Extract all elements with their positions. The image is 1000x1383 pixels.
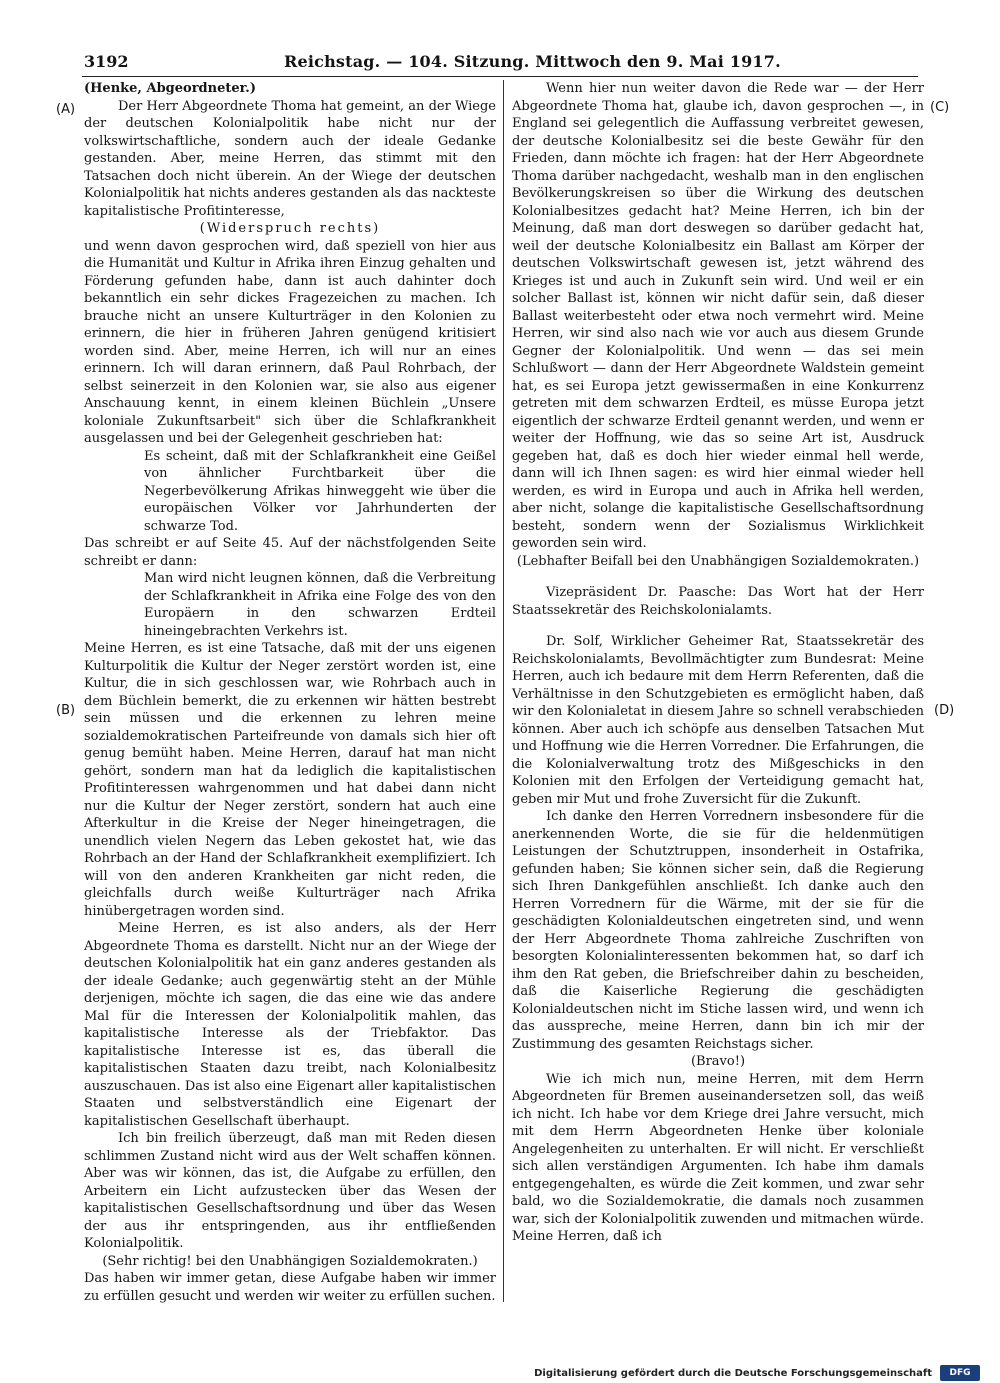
digitization-credit: Digitalisierung gefördert durch die Deutsche Forschungsgemeinschaft [534, 1368, 932, 1379]
margin-letter-b: (B) [56, 703, 76, 718]
block-quote: Es scheint, daß mit der Schlafkrankheit eine Geißel von ähnlicher Furchtbarkeit über die Negerbevölkerung Afrikas hinweggeht wie über die europäischen Völker vor Jahrhunderten der schwarze Tod. [144, 448, 496, 534]
header-rule [82, 76, 918, 77]
paragraph: Meine Herren, es ist also anders, als der Herr Abgeordnete Thoma es darstellt. Nicht nur an der Wiege der deutschen Kolonialpolitik hat ein ganz anderes gestanden als der ideale Gedanke; auch gegenwärtig steht an der Mühle derjenigen, möchte ich sagen, die das eine wie das andere Mal für die Interessen der Kolonialpolitik mahlen, das kapitalistische Interesse als der Triebfaktor. Das kapitalistische Interesse ist es, das überall die kapitalistischen Staaten dazu treibt, nach Kolonialbesitz auszuschauen. Das ist also eine Eigenart aller kapitalistischen Staaten und selbstverständlich eine Eigenart der kapitalistischen Gesellschaft überhaupt. [84, 921, 496, 1129]
column-divider [503, 80, 504, 1302]
margin-letter-a: (A) [56, 102, 76, 117]
paragraph: Das haben wir immer getan, diese Aufgabe haben wir immer zu erfüllen gesucht und werden wir weiter zu erfüllen suchen. [84, 1271, 496, 1304]
right-column [512, 80, 924, 1246]
speaker-tag: (Henke, Abgeordneter.) [84, 81, 256, 96]
page-number: 3192 [84, 52, 129, 71]
paragraph: Ich danke den Herren Vorrednern insbesondere für die anerkennenden Worte, die sie für die heldenmütigen Leistungen der Schutztruppen, insonderheit in Ostafrika, gefunden haben; Sie können sicher sein, daß die Regierung sich Ihren Dankgefühlen anschließt. Ich danke auch den Herren Vorrednern für die Wärme, mit der sie für die geschädigten Kolonialdeutschen eingetreten sind, und wenn der Herr Abgeordnete Thoma zahlreiche Zuschriften von besorgten Kolonialinteressenten bekommen hat, so darf ich ihm den Rat geben, die Briefschreiber dahin zu bescheiden, daß die Kaiserliche Regierung die geschädigten Kolonialdeutschen nicht im Stiche lassen wird, und wenn ich das ausspreche, meine Herren, dann bin ich mir der Zustimmung des gesamten Reichstags sicher. [512, 809, 924, 1052]
paragraph: Wenn hier nun weiter davon die Rede war — der Herr Abgeordnete Thoma hat, glaube ich, davon gesprochen —, in England sei gelegentlich die Auffassung verbreitet gewesen, der deutsche Kolonialbesitz sei die beste Gewähr für den Frieden, dann möchte ich fragen: hat der Herr Abgeordnete Thoma darüber nachgedacht, weshalb man in den englischen Bevölkerungskreisen so über die Wirkung des deutschen Kolonialbesitzes gedacht hat? Meine Herren, ich bin der Meinung, daß man dort deswegen so darüber gedacht hat, weil der deutsche Kolonialbesitz ein Ballast am Körper der deutschen Volkswirtschaft gewesen ist, jetzt während des Krieges ist und auch in Zukunft sein wird. Und weil er ein solcher Ballast ist, können wir nicht dafür sein, daß dieser Ballast weiterbesteht oder etwa noch vermehrt wird. Meine Herren, wir sind also nach wie vor auch aus diesem Grunde Gegner der Kolonialpolitik. Und wenn — das sei mein Schlußwort — dann der Herr Abgeordnete Waldstein gemeint hat, es sei Europa jetzt gewissermaßen in eine Konkurrenz getreten mit dem schwarzen Erdteil, es müsse Europa jetzt eigentlich der schwarze Erdteil genannt werden, und wenn er weiter der Hoffnung, wie das so seine Art ist, Ausdruck gegeben hat, daß es doch hier wieder einmal hell werde, dann will ich Ihnen sagen: es wird hier einmal wieder hell werden, es wird in Europa und auch in Afrika hell werden, aber nicht, solange die kapitalistische Gesellschaftsordnung besteht, sondern wenn der Sozialismus Wirklichkeit geworden sein wird. [512, 81, 924, 551]
paragraph: Das schreibt er auf Seite 45. Auf der nächstfolgenden Seite schreibt er dann: [84, 536, 496, 569]
paragraph: Wie ich mich nun, meine Herren, mit dem Herrn Abgeordneten für Bremen auseinandersetzen soll, das weiß ich nicht. Ich habe vor dem Kriege drei Jahre versucht, mich mit dem Herrn Abgeordneten Henke über koloniale Angelegenheiten zu unterhalten. Er will nicht. Er verschließt sich allen verständigen Argumenten. Ich habe ihm damals entgegengehalten, es würde die Zeit kommen, und zwar sehr bald, wo die Sozialdemokratie, die damals noch zusammen war, sich der Kolonialpolitik zuwenden und mitmachen würde. Meine Herren, daß ich [512, 1071, 925, 1244]
paragraph: Meine Herren, es ist eine Tatsache, daß mit der uns eigenen Kulturpolitik die Kultur der Neger zerstört worden ist, eine Kultur, die in sich geschlossen war, wie Rohrbach auch in dem Büchlein bemerkt, die zu erkennen wir hätten bestrebt sein müssen und die erkennen zu lehren meine sozialdemokratischen Parteifreunde von damals sich hier oft genug bemüht haben. Meine Herren, darauf hat man nicht gehört, sondern man hat da lediglich die kapitalistischen Profitinteressen wahrgenommen und hat dabei dann nicht nur die Kultur der Neger zerstört, sondern hat auch eine Afterkultur in die Kreise der Neger hineingetragen, die unendlich vielen Negern das Leben gekostet hat, wie das Rohrbach an der Hand der Schlafkrankheit exemplifiziert. Ich will von den anderen Krankheiten gar nicht reden, die gleichfalls durch weiße Kulturträger nach Afrika hinübergetragen worden sind. [84, 641, 496, 919]
paragraph: Dr. Solf, Wirklicher Geheimer Rat, Staatssekretär des Reichskolonialamts, Bevollmächtigter zum Bundesrat: Meine Herren, auch ich bedaure mit dem Herrn Referenten, daß die Verhältnisse in den Schutzgebieten es ermöglicht haben, daß wir den Kolonialetat in diesem Jahre so schnell verabschieden können. Aber auch ich schöpfe aus denselben Tatsachen Mut und Hoffnung wie die Herren Vorredner. Die Erfahrungen, die die Kolonialverwaltung trotz des Mißgeschicks in den Kolonien mit den Erfolgen der Verteidigung gemacht hat, geben mir Mut und frohe Zuversicht für die Zukunft. [512, 634, 924, 807]
left-column [84, 80, 496, 1305]
margin-letter-c: (C) [930, 100, 950, 115]
block-quote: Man wird nicht leugnen können, daß die Verbreitung der Schlafkrankheit in Afrika eine Folge des von den Europäern in den schwarzen Erdteil hineingebrachten Verkehrs ist. [144, 571, 496, 639]
interjection: (Widerspruch rechts) [199, 221, 381, 236]
page-header [84, 52, 920, 76]
paragraph: Vizepräsident Dr. Paasche: Das Wort hat der Herr Staatssekretär des Reichskolonialamts. [512, 585, 924, 618]
paragraph: Der Herr Abgeordnete Thoma hat gemeint, an der Wiege der deutschen Kolonialpolitik habe nicht nur der volkswirtschaftliche, sondern auch der ideale Gedanke gestanden. Aber, meine Herren, das stimmt mit den Tatsachen doch nicht überein. An der Wiege der deutschen Kolonialpolitik hat nichts anderes gestanden als das nackteste kapitalistische Profitinteresse, [84, 98, 496, 219]
dfg-logo: DFG [940, 1365, 980, 1381]
interjection: (Lebhafter Beifall bei den Unabhängigen Sozialdemokraten.) [516, 553, 920, 569]
paragraph: Ich bin freilich überzeugt, daß man mit Reden diesen schlimmen Zustand nicht wird aus der Welt schaffen können. Aber was wir können, das ist, die Aufgabe zu erfüllen, den Arbeitern ein Licht aufzustecken über das Wesen der kapitalistischen Gesellschaftsordnung und über das Wesen der aus ihr entspringenden, aus ihr entfließenden Kolonialpolitik. [84, 1131, 496, 1251]
interjection: (Sehr richtig! bei den Unabhängigen Sozialdemokraten.) [102, 1253, 478, 1269]
interjection: (Bravo!) [690, 1054, 746, 1069]
running-title: Reichstag. — 104. Sitzung. Mittwoch den 9. Mai 1917. [284, 52, 781, 71]
margin-letter-d: (D) [934, 703, 955, 718]
paragraph: und wenn davon gesprochen wird, daß speziell von hier aus die Humanität und Kultur in Afrika ihren Einzug gehalten und Förderung gefunden habe, dann ist auch dahinter doch bekanntlich ein sehr dickes Fragezeichen zu machen. Ich brauche nicht an unsere Kulturträger in den Kolonien zu erinnern, die hier in früheren Jahren genügend kritisiert worden sind. Aber, meine Herren, ich will nur an eines erinnern. Ich will daran erinnern, daß Paul Rohrbach, der selbst seinerzeit in den Kolonien war, sie also aus eigener Anschauung kennt, in einem kleinen Büchlein „Unsere koloniale Zukunftsarbeit" sich über die Schlafkrankheit ausgelassen und bei der Gelegenheit geschrieben hat: [84, 238, 496, 446]
